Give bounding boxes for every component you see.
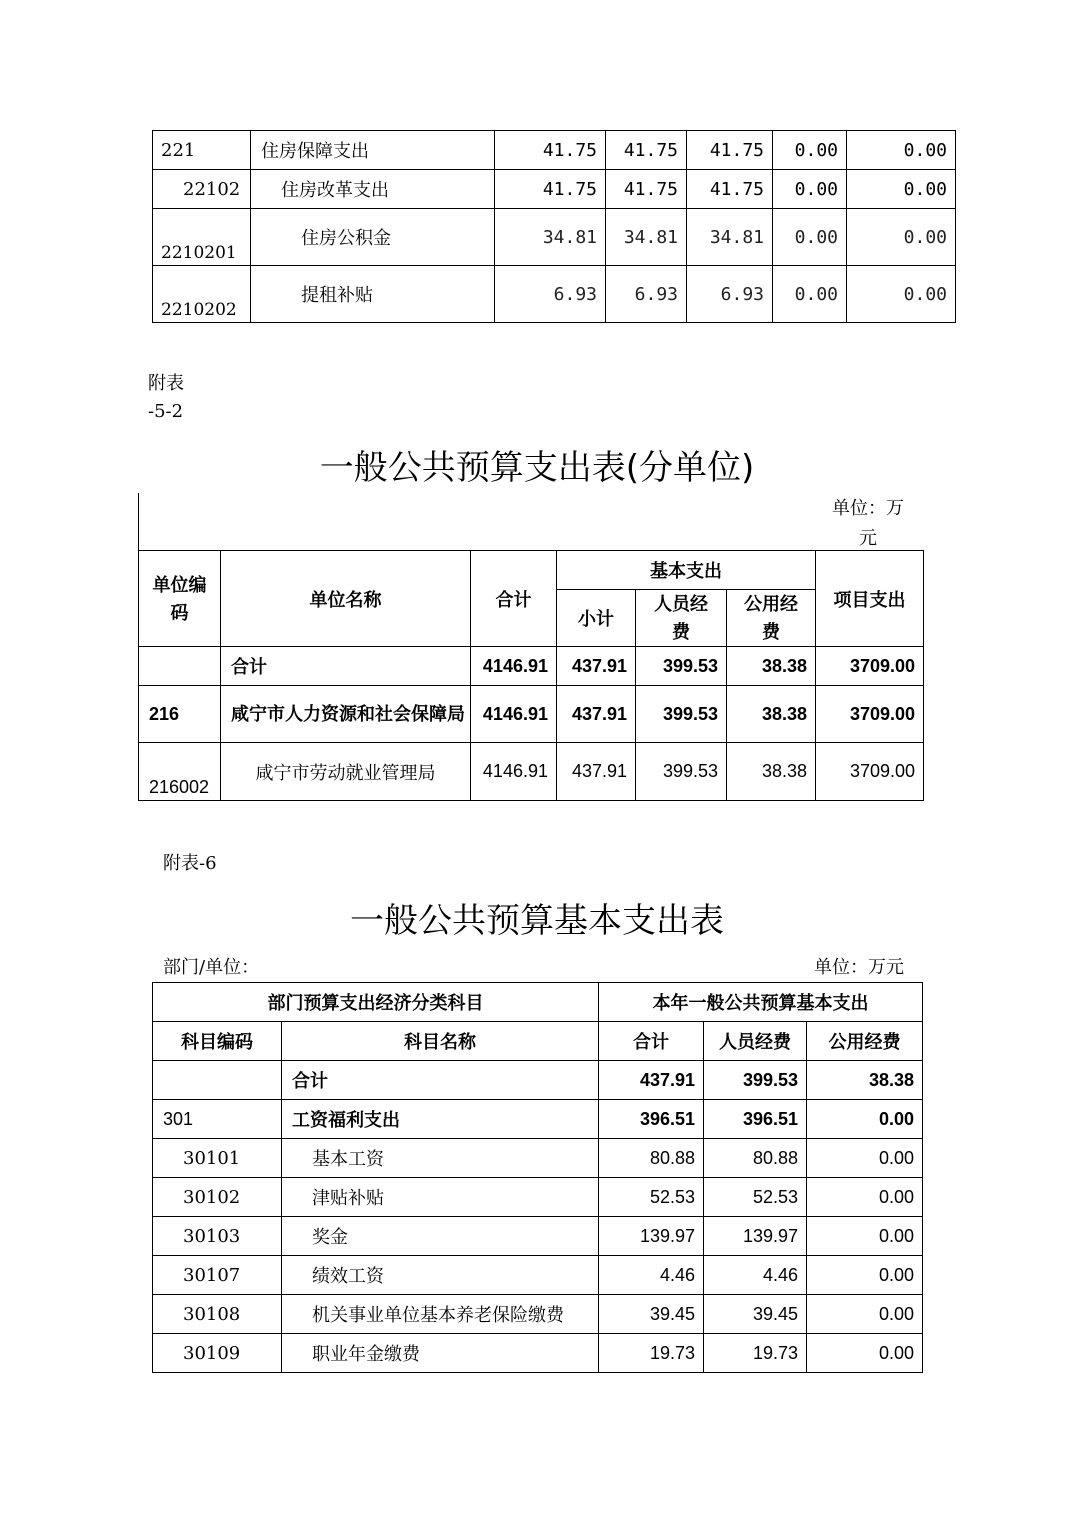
subject-name: 提租补贴 (251, 266, 495, 323)
subject-code: 2210201 (153, 209, 251, 266)
public-cell: 38.38 (807, 1061, 923, 1100)
personnel-cell: 399.53 (704, 1061, 807, 1100)
personnel-cell: 52.53 (704, 1178, 807, 1217)
subject-code: 221 (153, 131, 251, 170)
table-row (139, 647, 924, 686)
subject-name: 职业年金缴费 (282, 1334, 599, 1373)
subject-code (153, 1061, 282, 1100)
value-cell: 41.75 (687, 170, 773, 209)
total-cell: 80.88 (599, 1139, 704, 1178)
header-group-left: 部门预算支出经济分类科目 (153, 983, 599, 1022)
subject-code: 2210202 (153, 266, 251, 323)
unit-line: 单位：万 (832, 498, 904, 519)
subject-code: 30103 (153, 1217, 282, 1256)
unit-code: 216 (139, 686, 221, 743)
personnel-cell: 399.53 (636, 647, 727, 686)
unit-name: 咸宁市人力资源和社会保障局 (221, 686, 471, 743)
table-row (139, 743, 924, 801)
public-cell: 0.00 (807, 1139, 923, 1178)
table-row (153, 1217, 923, 1256)
project-cell: 3709.00 (816, 686, 924, 743)
header-unit-code: 单位编码 (139, 551, 221, 647)
subject-code: 30102 (153, 1178, 282, 1217)
value-cell: 41.75 (495, 131, 606, 170)
value-cell: 6.93 (495, 266, 606, 323)
public-cell: 0.00 (807, 1295, 923, 1334)
personnel-cell: 396.51 (704, 1100, 807, 1139)
unit-code (139, 647, 221, 686)
subject-name: 工资福利支出 (282, 1100, 599, 1139)
public-cell: 0.00 (807, 1334, 923, 1373)
value-cell: 34.81 (687, 209, 773, 266)
subtotal-cell: 437.91 (557, 686, 636, 743)
public-cell: 38.38 (727, 647, 816, 686)
total-cell: 4.46 (599, 1256, 704, 1295)
page-title: 一般公共预算基本支出表 (350, 901, 724, 941)
unit-header-frame (138, 493, 923, 551)
subject-code: 30107 (153, 1256, 282, 1295)
unit-name: 合计 (221, 647, 471, 686)
subject-code: 301 (153, 1100, 282, 1139)
personnel-cell: 139.97 (704, 1217, 807, 1256)
value-cell: 41.75 (606, 131, 687, 170)
header-public: 公用经费 (807, 1022, 923, 1061)
unit-line: 元 (859, 528, 877, 549)
basic-expenditure-table (152, 982, 923, 1373)
subject-name: 合计 (282, 1061, 599, 1100)
value-cell: 0.00 (773, 266, 847, 323)
subject-name: 住房改革支出 (251, 170, 495, 209)
total-cell: 437.91 (599, 1061, 704, 1100)
value-cell: 6.93 (687, 266, 773, 323)
table-row (153, 1295, 923, 1334)
subject-name: 住房公积金 (251, 209, 495, 266)
personnel-cell: 399.53 (636, 743, 727, 801)
value-cell: 0.00 (847, 266, 956, 323)
value-cell: 0.00 (773, 170, 847, 209)
unit-name: 咸宁市劳动就业管理局 (221, 743, 471, 801)
personnel-cell: 80.88 (704, 1139, 807, 1178)
personnel-cell: 4.46 (704, 1256, 807, 1295)
subject-name: 津贴补贴 (282, 1178, 599, 1217)
value-cell: 0.00 (773, 209, 847, 266)
public-cell: 0.00 (807, 1256, 923, 1295)
subject-name: 奖金 (282, 1217, 599, 1256)
value-cell: 41.75 (606, 170, 687, 209)
value-cell: 41.75 (687, 131, 773, 170)
value-cell: 0.00 (847, 209, 956, 266)
subject-code: 30108 (153, 1295, 282, 1334)
value-cell: 6.93 (606, 266, 687, 323)
public-cell: 0.00 (807, 1217, 923, 1256)
header-personnel: 人员经费 (636, 590, 727, 647)
page-title: 一般公共预算支出表(分单位) (319, 448, 755, 488)
value-cell: 34.81 (495, 209, 606, 266)
total-cell: 52.53 (599, 1178, 704, 1217)
value-cell: 0.00 (847, 170, 956, 209)
total-cell: 19.73 (599, 1334, 704, 1373)
header-subtotal: 小计 (557, 590, 636, 647)
caption-line: 附表 (148, 373, 184, 394)
header-personnel: 人员经费 (704, 1022, 807, 1061)
header-row (153, 983, 923, 1022)
value-cell: 0.00 (847, 131, 956, 170)
table-row (153, 209, 956, 266)
personnel-cell: 399.53 (636, 686, 727, 743)
public-cell: 0.00 (807, 1178, 923, 1217)
personnel-cell: 39.45 (704, 1295, 807, 1334)
subject-code: 30109 (153, 1334, 282, 1373)
header-total: 合计 (599, 1022, 704, 1061)
value-cell: 0.00 (773, 131, 847, 170)
value-cell: 34.81 (606, 209, 687, 266)
unit-code: 216002 (139, 743, 221, 801)
housing-expenditure-table (152, 130, 956, 323)
subject-name: 基本工资 (282, 1139, 599, 1178)
total-cell: 396.51 (599, 1100, 704, 1139)
header-total: 合计 (471, 551, 557, 647)
header-row (139, 551, 924, 590)
value-cell: 41.75 (495, 170, 606, 209)
public-cell: 0.00 (807, 1100, 923, 1139)
unit-label: 单位：万元 (814, 957, 904, 978)
personnel-cell: 19.73 (704, 1334, 807, 1373)
header-subject-code: 科目编码 (153, 1022, 282, 1061)
subtotal-cell: 437.91 (557, 647, 636, 686)
subtotal-cell: 437.91 (557, 743, 636, 801)
subject-name: 绩效工资 (282, 1256, 599, 1295)
table-row (153, 1334, 923, 1373)
table-row (153, 1256, 923, 1295)
appendix-caption: 附表-6 (163, 853, 217, 874)
header-unit-name: 单位名称 (221, 551, 471, 647)
subject-code: 30101 (153, 1139, 282, 1178)
total-cell: 139.97 (599, 1217, 704, 1256)
table-row (153, 266, 956, 323)
appendix-caption (148, 370, 184, 426)
header-project: 项目支出 (816, 551, 924, 647)
table-row (153, 131, 956, 170)
table-row (153, 1061, 923, 1100)
unit-expenditure-table (138, 550, 924, 801)
table-row (153, 1100, 923, 1139)
total-cell: 4146.91 (471, 647, 557, 686)
project-cell: 3709.00 (816, 743, 924, 801)
header-subject-name: 科目名称 (282, 1022, 599, 1061)
total-cell: 4146.91 (471, 686, 557, 743)
header-row (153, 1022, 923, 1061)
public-cell: 38.38 (727, 743, 816, 801)
subject-code: 22102 (153, 170, 251, 209)
table-row (153, 170, 956, 209)
total-cell: 39.45 (599, 1295, 704, 1334)
subject-name: 机关事业单位基本养老保险缴费 (282, 1295, 599, 1334)
table-row (153, 1178, 923, 1217)
header-basic: 基本支出 (557, 551, 816, 590)
subject-name: 住房保障支出 (251, 131, 495, 170)
table-row (153, 1139, 923, 1178)
public-cell: 38.38 (727, 686, 816, 743)
table-row (139, 686, 924, 743)
unit-label (820, 494, 916, 554)
header-group-right: 本年一般公共预算基本支出 (599, 983, 923, 1022)
total-cell: 4146.91 (471, 743, 557, 801)
caption-line: -5-2 (148, 401, 184, 422)
header-public: 公用经费 (727, 590, 816, 647)
department-label: 部门/单位： (163, 957, 260, 978)
project-cell: 3709.00 (816, 647, 924, 686)
